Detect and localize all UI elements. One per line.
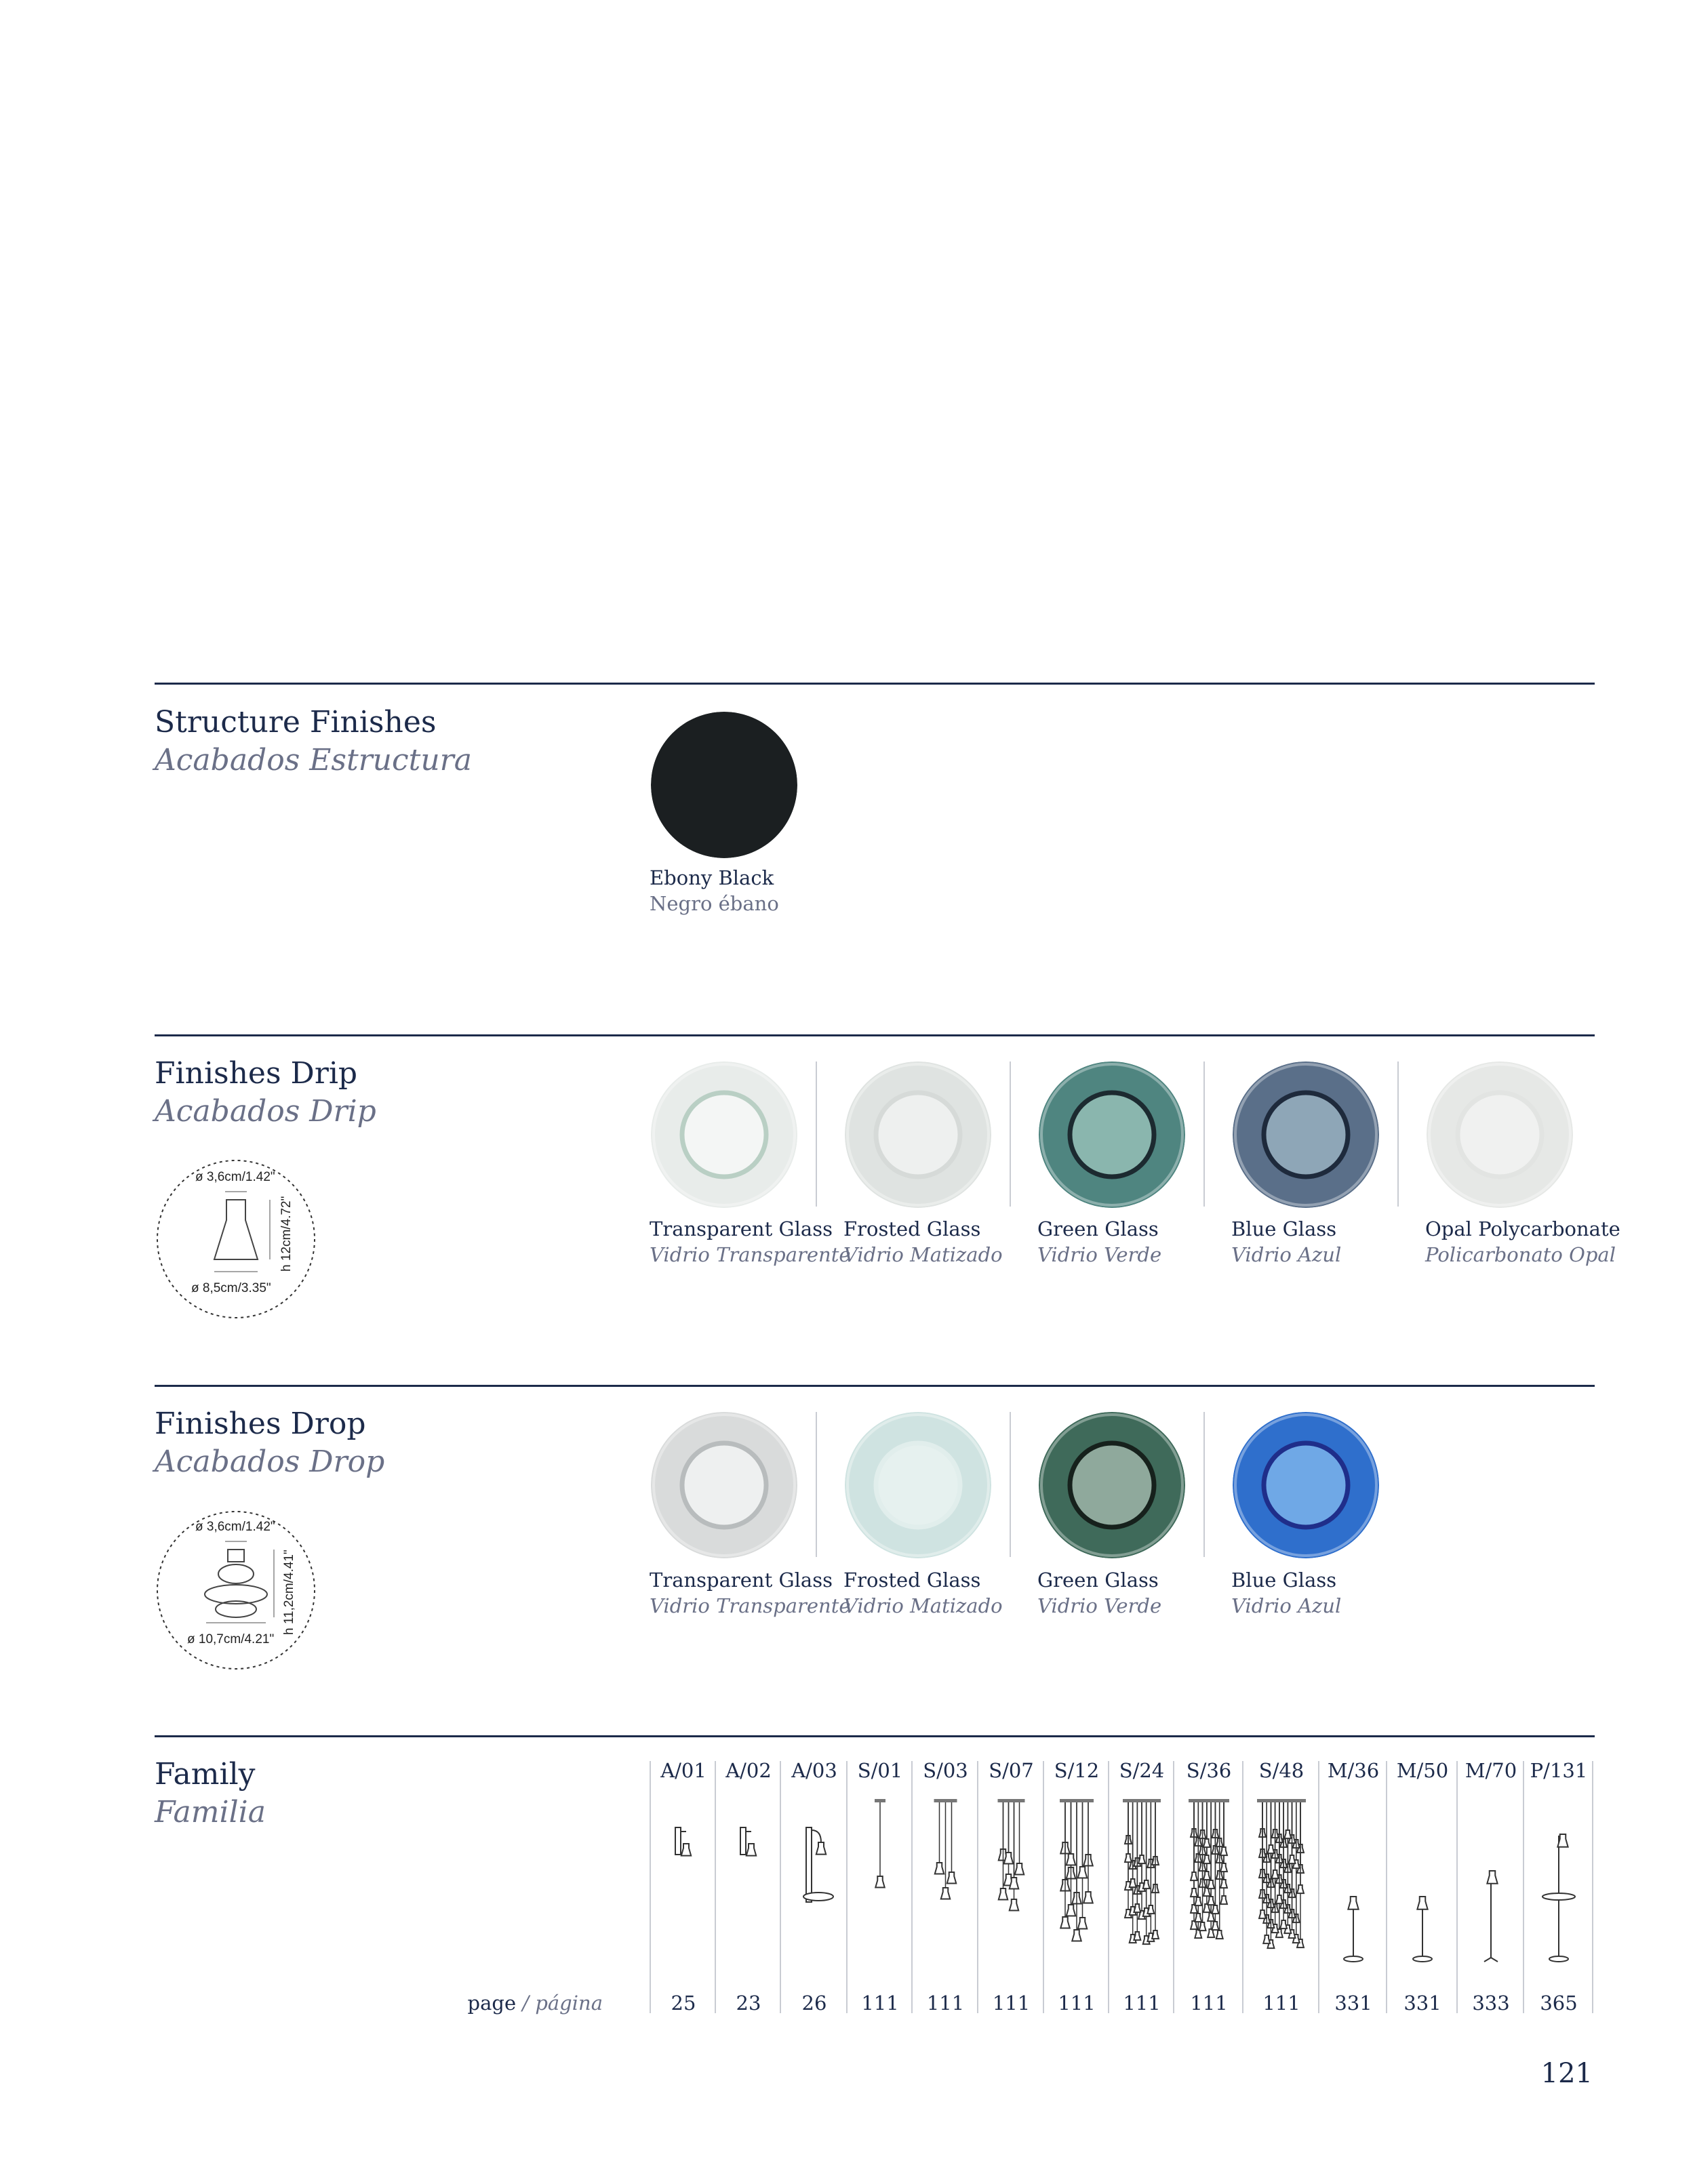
- family-column-divider: [1523, 1761, 1524, 2013]
- swatch-divider: [1397, 1061, 1399, 1207]
- drop-finish-name-3: Green Glass: [1037, 1569, 1159, 1592]
- family-page-s-03: 111: [926, 1991, 965, 2015]
- drip-swatch-2: [845, 1061, 991, 1208]
- family-code-s-24: S/24: [1119, 1759, 1165, 1782]
- drip-finish-name-1: Transparent Glass: [650, 1217, 833, 1240]
- drop-swatch-2: [845, 1412, 991, 1558]
- drop-swatch-3: [1039, 1412, 1185, 1558]
- finishes-drip-subtitle: Acabados Drip: [155, 1094, 376, 1129]
- family-page-s-24: 111: [1123, 1991, 1161, 2015]
- family-page-s-01: 111: [861, 1991, 899, 2015]
- family-code-m-50: M/50: [1396, 1759, 1449, 1782]
- drip-swatch-4: [1233, 1061, 1379, 1208]
- family-column-divider: [1173, 1761, 1174, 2013]
- lamp-icon-s-48: [1243, 1795, 1319, 1971]
- drip-dim-bottom: ø 8,5cm/3.35": [191, 1281, 271, 1295]
- drip-finish-sub-5: Policarbonato Opal: [1425, 1243, 1616, 1266]
- drop-finish-sub-1: Vidrio Transparente: [650, 1594, 851, 1617]
- lamp-icon-a-01: [651, 1795, 716, 1971]
- drip-finish-sub-3: Vidrio Verde: [1037, 1243, 1162, 1266]
- swatch-divider: [1010, 1412, 1011, 1557]
- drip-dim-top: ø 3,6cm/1.42": [195, 1170, 275, 1184]
- drip-finish-sub-2: Vidrio Matizado: [843, 1243, 1003, 1266]
- family-page-s-12: 111: [1058, 1991, 1096, 2015]
- drip-finish-sub-4: Vidrio Azul: [1231, 1243, 1342, 1266]
- page-number: 121: [1540, 2058, 1593, 2089]
- family-page-s-07: 111: [992, 1991, 1031, 2015]
- swatch-divider: [1010, 1061, 1011, 1207]
- family-page-m-50: 331: [1403, 1991, 1441, 2015]
- family-column-divider: [911, 1761, 913, 2013]
- drop-finish-name-2: Frosted Glass: [843, 1569, 981, 1592]
- drop-swatch-1: [651, 1412, 797, 1558]
- lamp-icon-m-50: [1387, 1795, 1458, 1971]
- drip-swatch-3: [1039, 1061, 1185, 1208]
- family-code-a-01: A/01: [660, 1759, 706, 1782]
- family-title: Family: [155, 1757, 256, 1792]
- drop-swatch-4: [1233, 1412, 1379, 1558]
- family-column-divider: [1456, 1761, 1458, 2013]
- drip-finish-sub-1: Vidrio Transparente: [650, 1243, 851, 1266]
- drip-dim-height: h 12cm/4.72": [279, 1196, 294, 1272]
- drip-dimension-diagram: [155, 1158, 317, 1320]
- family-page-a-02: 23: [736, 1991, 761, 2015]
- family-column-divider: [1318, 1761, 1319, 2013]
- structure-finishes-title: Structure Finishes: [155, 705, 437, 740]
- drop-dim-bottom: ø 10,7cm/4.21": [187, 1632, 275, 1646]
- family-code-s-48: S/48: [1258, 1759, 1304, 1782]
- section-divider: [155, 683, 1595, 685]
- family-subtitle: Familia: [155, 1795, 266, 1829]
- family-code-m-36: M/36: [1327, 1759, 1380, 1782]
- drip-finish-name-4: Blue Glass: [1231, 1217, 1337, 1240]
- finishes-drop-title: Finishes Drop: [155, 1407, 366, 1441]
- family-page-m-36: 331: [1334, 1991, 1372, 2015]
- swatch-divider: [816, 1412, 817, 1557]
- section-divider: [155, 1735, 1595, 1737]
- family-page-s-48: 111: [1262, 1991, 1300, 2015]
- page-label: [468, 1991, 603, 2015]
- drop-finish-sub-2: Vidrio Matizado: [843, 1594, 1003, 1617]
- swatch-divider: [1203, 1412, 1205, 1557]
- drop-dim-top: ø 3,6cm/1.42": [195, 1520, 275, 1534]
- drop-dimension-diagram: [155, 1509, 317, 1672]
- family-code-s-03: S/03: [923, 1759, 968, 1782]
- family-column-divider: [1043, 1761, 1044, 2013]
- lamp-icon-s-03: [913, 1795, 978, 1971]
- lamp-icon-s-01: [848, 1795, 913, 1971]
- family-code-a-03: A/03: [791, 1759, 837, 1782]
- family-column-divider: [650, 1761, 651, 2013]
- drip-finish-name-2: Frosted Glass: [843, 1217, 981, 1240]
- family-column-divider: [977, 1761, 978, 2013]
- family-code-s-12: S/12: [1054, 1759, 1100, 1782]
- lamp-icon-s-36: [1174, 1795, 1243, 1971]
- family-code-p-131: P/131: [1530, 1759, 1588, 1782]
- swatch-divider: [816, 1061, 817, 1207]
- drop-finish-name-4: Blue Glass: [1231, 1569, 1337, 1592]
- drop-finish-sub-4: Vidrio Azul: [1231, 1594, 1342, 1617]
- family-column-divider: [780, 1761, 781, 2013]
- drip-finish-name-5: Opal Polycarbonate: [1425, 1217, 1620, 1240]
- family-column-divider: [846, 1761, 848, 2013]
- family-column-divider: [1242, 1761, 1243, 2013]
- family-code-s-07: S/07: [989, 1759, 1034, 1782]
- drip-swatch-1: [651, 1061, 797, 1208]
- lamp-icon-s-24: [1109, 1795, 1174, 1971]
- lamp-icon-s-07: [978, 1795, 1044, 1971]
- family-code-s-36: S/36: [1186, 1759, 1232, 1782]
- family-page-p-131: 365: [1540, 1991, 1578, 2015]
- family-code-a-02: A/02: [725, 1759, 772, 1782]
- lamp-icon-p-131: [1524, 1795, 1593, 1971]
- lamp-icon-a-02: [716, 1795, 781, 1971]
- family-column-divider: [715, 1761, 716, 2013]
- drop-dim-height: h 11,2cm/4.41": [282, 1550, 296, 1635]
- swatch-divider: [1203, 1061, 1205, 1207]
- lamp-icon-m-70: [1458, 1795, 1524, 1971]
- family-page-a-01: 25: [671, 1991, 696, 2015]
- drip-swatch-5: [1427, 1061, 1573, 1208]
- ebony-black-swatch: [651, 712, 797, 858]
- page-label-en: page: [467, 1991, 517, 2015]
- drop-finish-sub-3: Vidrio Verde: [1037, 1594, 1162, 1617]
- ebony-black-label: Ebony Black: [650, 866, 774, 889]
- ebony-black-sublabel: Negro ébano: [650, 892, 779, 915]
- family-page-m-70: 333: [1472, 1991, 1510, 2015]
- lamp-icon-m-36: [1319, 1795, 1387, 1971]
- structure-finishes-subtitle: Acabados Estructura: [155, 743, 472, 777]
- page-label-es: / página: [522, 1991, 603, 2015]
- drip-finish-name-3: Green Glass: [1037, 1217, 1159, 1240]
- lamp-icon-a-03: [781, 1795, 848, 1971]
- family-code-s-01: S/01: [857, 1759, 903, 1782]
- section-divider: [155, 1034, 1595, 1036]
- section-divider: [155, 1385, 1595, 1387]
- finishes-drop-subtitle: Acabados Drop: [155, 1444, 385, 1479]
- finishes-drip-title: Finishes Drip: [155, 1056, 358, 1091]
- lamp-icon-s-12: [1044, 1795, 1109, 1971]
- family-column-divider: [1386, 1761, 1387, 2013]
- family-column-divider: [1592, 1761, 1593, 2013]
- family-code-m-70: M/70: [1465, 1759, 1517, 1782]
- family-column-divider: [1108, 1761, 1109, 2013]
- drop-finish-name-1: Transparent Glass: [650, 1569, 833, 1592]
- family-page-a-03: 26: [801, 1991, 827, 2015]
- family-page-s-36: 111: [1190, 1991, 1228, 2015]
